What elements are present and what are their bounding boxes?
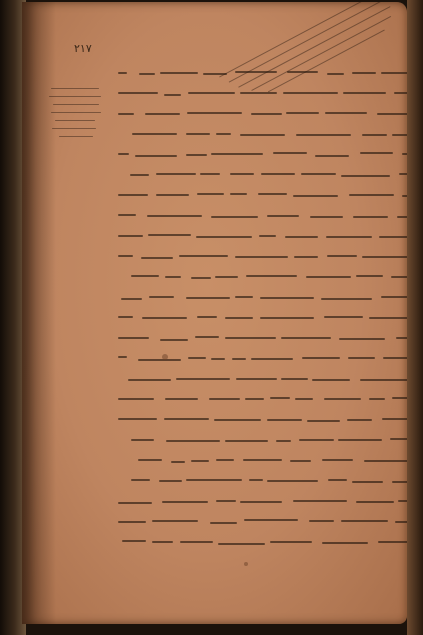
handwriting-stroke bbox=[236, 378, 276, 380]
handwriting-stroke bbox=[216, 459, 234, 461]
handwriting-stroke bbox=[339, 338, 385, 340]
handwriting-stroke bbox=[352, 481, 383, 483]
paper-damage-spot bbox=[162, 354, 168, 360]
handwriting-stroke bbox=[196, 236, 252, 238]
handwriting-stroke bbox=[131, 275, 159, 277]
handwriting-stroke bbox=[381, 296, 407, 298]
handwriting-stroke bbox=[260, 297, 314, 299]
handwriting-stroke bbox=[118, 235, 143, 237]
handwriting-stroke bbox=[118, 398, 154, 400]
handwriting-stroke bbox=[225, 337, 276, 339]
handwriting-stroke bbox=[395, 521, 407, 523]
handwriting-stroke bbox=[235, 296, 253, 298]
handwriting-stroke bbox=[301, 173, 336, 175]
handwriting-stroke bbox=[396, 337, 407, 339]
handwriting-stroke bbox=[377, 113, 407, 115]
handwriting-stroke bbox=[347, 419, 372, 421]
handwriting-stroke bbox=[281, 378, 308, 380]
handwriting-stroke bbox=[356, 275, 384, 277]
handwriting-stroke bbox=[382, 418, 407, 420]
handwriting-stroke bbox=[145, 113, 180, 115]
handwriting-stroke bbox=[328, 479, 348, 481]
handwriting-stroke bbox=[397, 216, 407, 218]
handwriting-stroke bbox=[215, 276, 238, 278]
manuscript-page bbox=[22, 2, 407, 624]
handwriting-stroke bbox=[118, 316, 133, 318]
handwriting-stroke bbox=[118, 72, 127, 74]
handwriting-stroke bbox=[197, 193, 224, 195]
handwriting-stroke bbox=[162, 501, 208, 503]
handwriting-stroke bbox=[148, 234, 190, 236]
handwriting-stroke bbox=[200, 173, 220, 175]
folio-number: ٢١٧ bbox=[74, 42, 92, 55]
handwriting-stroke bbox=[322, 459, 353, 461]
handwriting-stroke bbox=[338, 439, 382, 441]
handwriting-stroke bbox=[147, 215, 203, 217]
handwriting-stroke bbox=[118, 418, 157, 420]
handwriting-stroke bbox=[203, 73, 227, 75]
handwriting-stroke bbox=[402, 195, 407, 197]
handwriting-stroke bbox=[369, 317, 407, 319]
handwriting-stroke bbox=[299, 439, 334, 441]
handwriting-stroke bbox=[245, 398, 264, 400]
facing-page-edge bbox=[407, 0, 423, 635]
handwriting-stroke bbox=[118, 337, 149, 339]
handwriting-stroke bbox=[353, 216, 388, 218]
handwriting-stroke bbox=[398, 500, 407, 502]
handwriting-stroke bbox=[142, 317, 187, 319]
handwriting-stroke bbox=[240, 92, 277, 94]
handwriting-stroke bbox=[362, 256, 407, 258]
handwriting-stroke bbox=[232, 358, 246, 360]
handwriting-stroke bbox=[187, 112, 241, 114]
handwriting-stroke bbox=[160, 339, 189, 341]
handwriting-stroke bbox=[349, 194, 394, 196]
handwriting-stroke bbox=[343, 92, 385, 94]
handwriting-stroke bbox=[131, 439, 155, 441]
handwriting-stroke bbox=[287, 71, 318, 73]
handwriting-stroke bbox=[160, 72, 198, 74]
handwriting-stroke bbox=[390, 438, 407, 440]
handwriting-stroke bbox=[216, 500, 235, 502]
handwriting-stroke bbox=[186, 133, 209, 135]
handwriting-stroke bbox=[348, 357, 375, 359]
handwriting-stroke bbox=[141, 257, 173, 259]
handwriting-stroke bbox=[259, 235, 275, 237]
handwriting-stroke bbox=[121, 298, 142, 300]
handwriting-stroke bbox=[246, 275, 298, 277]
handwriting-stroke bbox=[251, 358, 293, 360]
handwriting-stroke bbox=[209, 398, 240, 400]
handwriting-stroke bbox=[165, 276, 180, 278]
handwriting-stroke bbox=[327, 255, 357, 257]
handwriting-stroke bbox=[326, 236, 372, 238]
handwriting-stroke bbox=[118, 255, 133, 257]
handwriting-stroke bbox=[325, 112, 366, 114]
handwriting-stroke bbox=[260, 317, 314, 319]
handwriting-stroke bbox=[306, 276, 351, 278]
handwriting-stroke bbox=[378, 541, 407, 543]
handwriting-stroke bbox=[312, 379, 350, 381]
handwriting-stroke bbox=[118, 214, 136, 216]
handwriting-stroke bbox=[118, 521, 146, 523]
handwriting-stroke bbox=[180, 541, 214, 543]
handwriting-stroke bbox=[186, 297, 230, 299]
handwriting-stroke bbox=[118, 502, 152, 504]
handwriting-stroke bbox=[341, 520, 388, 522]
handwriting-stroke bbox=[131, 479, 150, 481]
handwriting-stroke bbox=[296, 134, 351, 136]
handwriting-stroke bbox=[165, 398, 198, 400]
handwriting-stroke bbox=[216, 133, 231, 135]
handwriting-stroke bbox=[369, 398, 385, 400]
handwriting-stroke bbox=[392, 134, 407, 136]
handwriting-stroke bbox=[267, 215, 298, 217]
handwriting-stroke bbox=[218, 543, 265, 545]
handwriting-stroke bbox=[197, 316, 216, 318]
handwriting-stroke bbox=[240, 134, 285, 136]
handwriting-stroke bbox=[293, 500, 347, 502]
handwriting-stroke bbox=[270, 541, 313, 543]
handwriting-stroke bbox=[130, 174, 149, 176]
handwriting-stroke bbox=[195, 336, 219, 338]
handwriting-stroke bbox=[210, 522, 237, 524]
handwriting-stroke bbox=[267, 480, 317, 482]
handwriting-stroke bbox=[281, 337, 331, 339]
handwriting-stroke bbox=[188, 357, 206, 359]
handwriting-stroke bbox=[122, 540, 146, 542]
handwriting-stroke bbox=[315, 155, 348, 157]
handwriting-stroke bbox=[276, 440, 291, 442]
handwriting-stroke bbox=[324, 316, 363, 318]
handwriting-stroke bbox=[138, 459, 162, 461]
handwriting-stroke bbox=[321, 298, 372, 300]
handwriting-stroke bbox=[186, 154, 206, 156]
manuscript-text-body bbox=[118, 64, 407, 552]
handwriting-stroke bbox=[118, 356, 127, 358]
handwriting-stroke bbox=[392, 481, 407, 483]
handwriting-stroke bbox=[164, 418, 209, 420]
handwriting-stroke bbox=[235, 71, 277, 73]
handwriting-stroke bbox=[307, 420, 340, 422]
handwriting-stroke bbox=[381, 72, 407, 74]
handwriting-stroke bbox=[295, 398, 313, 400]
handwriting-stroke bbox=[138, 359, 180, 361]
handwriting-stroke bbox=[362, 134, 387, 136]
handwriting-stroke bbox=[225, 317, 253, 319]
handwriting-stroke bbox=[360, 152, 393, 154]
handwriting-stroke bbox=[302, 357, 340, 359]
handwriting-stroke bbox=[118, 113, 134, 115]
handwriting-stroke bbox=[191, 460, 209, 462]
handwriting-stroke bbox=[244, 519, 298, 521]
handwriting-stroke bbox=[399, 173, 407, 175]
handwriting-stroke bbox=[149, 296, 175, 298]
handwriting-stroke bbox=[285, 236, 318, 238]
handwriting-stroke bbox=[356, 501, 394, 503]
paper-damage-spot bbox=[244, 562, 248, 566]
handwriting-stroke bbox=[402, 153, 407, 155]
handwriting-stroke bbox=[249, 479, 264, 481]
handwriting-stroke bbox=[118, 92, 158, 94]
handwriting-stroke bbox=[128, 379, 171, 381]
handwriting-stroke bbox=[267, 419, 302, 421]
handwriting-stroke bbox=[156, 173, 196, 175]
handwriting-stroke bbox=[235, 256, 287, 258]
handwriting-stroke bbox=[211, 358, 225, 360]
handwriting-stroke bbox=[309, 520, 333, 522]
handwriting-stroke bbox=[322, 542, 368, 544]
handwriting-stroke bbox=[273, 152, 307, 154]
handwriting-stroke bbox=[286, 112, 319, 114]
handwriting-stroke bbox=[290, 460, 311, 462]
handwriting-stroke bbox=[139, 73, 155, 75]
handwriting-stroke bbox=[176, 378, 230, 380]
handwriting-stroke bbox=[324, 398, 360, 400]
handwriting-stroke bbox=[214, 419, 261, 421]
handwriting-stroke bbox=[310, 216, 343, 218]
handwriting-stroke bbox=[191, 277, 210, 279]
handwriting-stroke bbox=[225, 440, 268, 442]
handwriting-stroke bbox=[240, 501, 282, 503]
handwriting-stroke bbox=[391, 276, 407, 278]
handwriting-stroke bbox=[152, 541, 172, 543]
handwriting-stroke bbox=[230, 173, 254, 175]
handwriting-stroke bbox=[211, 216, 258, 218]
handwriting-stroke bbox=[379, 236, 407, 238]
handwriting-stroke bbox=[293, 195, 337, 197]
handwriting-stroke bbox=[360, 379, 407, 381]
handwriting-stroke bbox=[132, 133, 177, 135]
handwriting-stroke bbox=[364, 460, 407, 462]
handwriting-stroke bbox=[283, 92, 338, 94]
handwriting-stroke bbox=[186, 479, 242, 481]
handwriting-stroke bbox=[188, 92, 234, 94]
handwriting-stroke bbox=[211, 153, 263, 155]
handwriting-stroke bbox=[118, 194, 148, 196]
handwriting-stroke bbox=[392, 397, 407, 399]
handwriting-stroke bbox=[171, 461, 185, 463]
handwriting-stroke bbox=[166, 440, 221, 442]
handwriting-stroke bbox=[383, 357, 407, 359]
handwriting-stroke bbox=[243, 459, 282, 461]
handwriting-stroke bbox=[261, 173, 296, 175]
handwriting-stroke bbox=[258, 193, 287, 195]
handwriting-stroke bbox=[159, 480, 183, 482]
handwriting-stroke bbox=[352, 72, 376, 74]
handwriting-stroke bbox=[135, 155, 177, 157]
handwriting-stroke bbox=[164, 94, 181, 96]
handwriting-stroke bbox=[251, 113, 282, 115]
handwriting-stroke bbox=[341, 175, 390, 177]
handwriting-stroke bbox=[179, 255, 228, 257]
handwriting-stroke bbox=[118, 153, 129, 155]
handwriting-stroke bbox=[230, 193, 247, 195]
handwriting-stroke bbox=[270, 397, 290, 399]
marginal-note-left bbox=[49, 82, 103, 232]
handwriting-stroke bbox=[394, 92, 407, 94]
handwriting-stroke bbox=[327, 73, 344, 75]
handwriting-stroke bbox=[294, 256, 318, 258]
handwriting-stroke bbox=[156, 194, 188, 196]
handwriting-stroke bbox=[152, 520, 198, 522]
